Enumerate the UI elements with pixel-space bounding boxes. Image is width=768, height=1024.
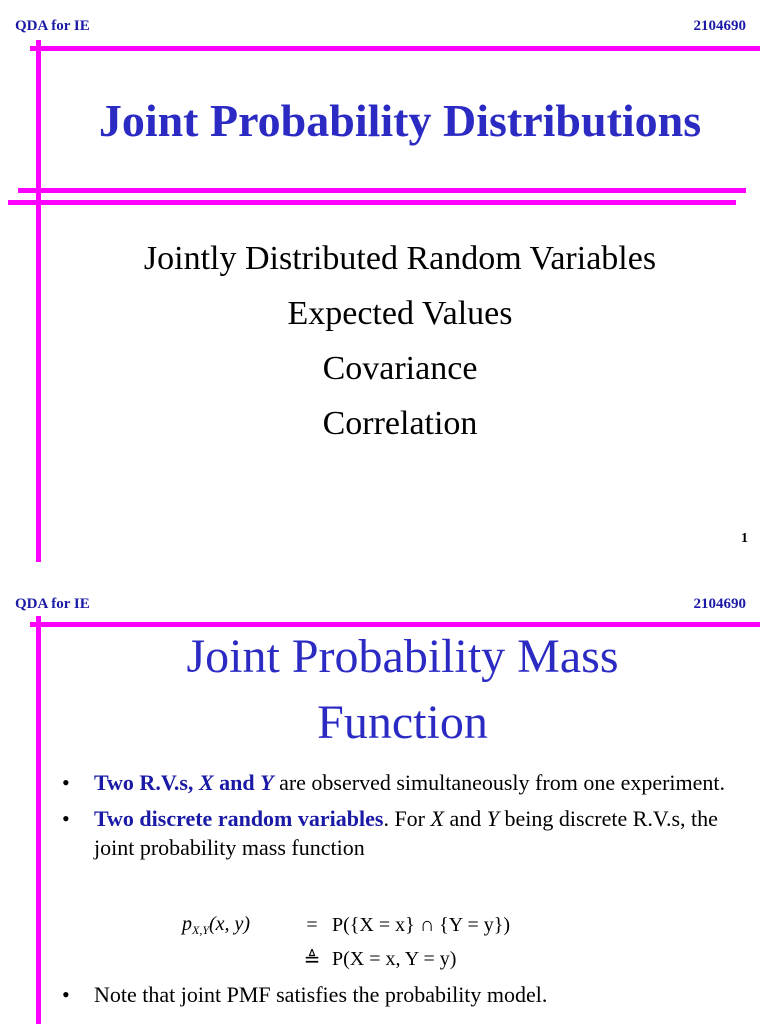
header-right: 2104690	[693, 596, 746, 612]
bullet-item	[62, 804, 742, 862]
topic-list	[40, 236, 760, 456]
slide-title: Joint Probability Distributions	[98, 95, 702, 146]
topic-item: Expected Values	[287, 295, 513, 332]
slide-title-line1: Joint Probability Mass	[186, 630, 619, 683]
slide-title	[40, 624, 765, 756]
equation-lhs: $p_{X,Y}(x$, y)	[182, 912, 251, 937]
equation-rhs-2: P(X = x, Y = y)	[332, 947, 457, 970]
bullet-bold-text: Two discrete random variables	[94, 806, 384, 831]
var-y: Y	[260, 770, 274, 795]
header-right: 2104690	[693, 18, 746, 34]
pmf-equation	[182, 908, 510, 976]
bullet-dot: •	[62, 770, 70, 795]
var-x: X	[430, 806, 444, 831]
bullet-list	[62, 768, 742, 869]
topic-item: Covariance	[322, 350, 478, 387]
bullet-item	[62, 768, 742, 797]
equals-sign: =	[306, 913, 318, 936]
slide-2	[0, 580, 768, 1024]
equation-rhs-1: P({X = x} ∩ {Y = y})	[332, 913, 510, 936]
slide-title-line2: Function	[317, 696, 488, 749]
bullet-bold-text: and	[219, 770, 255, 795]
bullet-text: being discrete R.V.s, the joint probability mass function	[94, 806, 718, 860]
header-left: QDA for IE	[15, 596, 90, 612]
defined-as-sign: ≜	[303, 948, 321, 971]
bullet-bold-text: Two R.V.s,	[94, 770, 194, 795]
equation-row-2	[182, 942, 510, 976]
topic-item: Jointly Distributed Random Variables	[143, 240, 657, 277]
bullet-text: are observed simultaneously from one experiment.	[279, 770, 726, 795]
topic-item: Correlation	[322, 405, 478, 442]
title-accent-bar-2	[8, 200, 736, 205]
bullet-item	[62, 982, 768, 1008]
top-accent-bar	[30, 46, 760, 51]
page-number: 1	[741, 531, 748, 546]
var-x: X	[198, 770, 214, 795]
bullet-dot: •	[62, 982, 70, 1007]
bullet-text: . For	[383, 806, 431, 831]
var-y: Y	[486, 806, 499, 831]
equation-row-1	[182, 908, 510, 942]
bullet-text: Note that joint PMF satisfies the probability model.	[94, 982, 548, 1007]
bullet-text: and	[443, 806, 487, 831]
bullet-dot: •	[62, 806, 70, 831]
header-left: QDA for IE	[15, 18, 90, 34]
title-accent-bar	[18, 188, 746, 193]
